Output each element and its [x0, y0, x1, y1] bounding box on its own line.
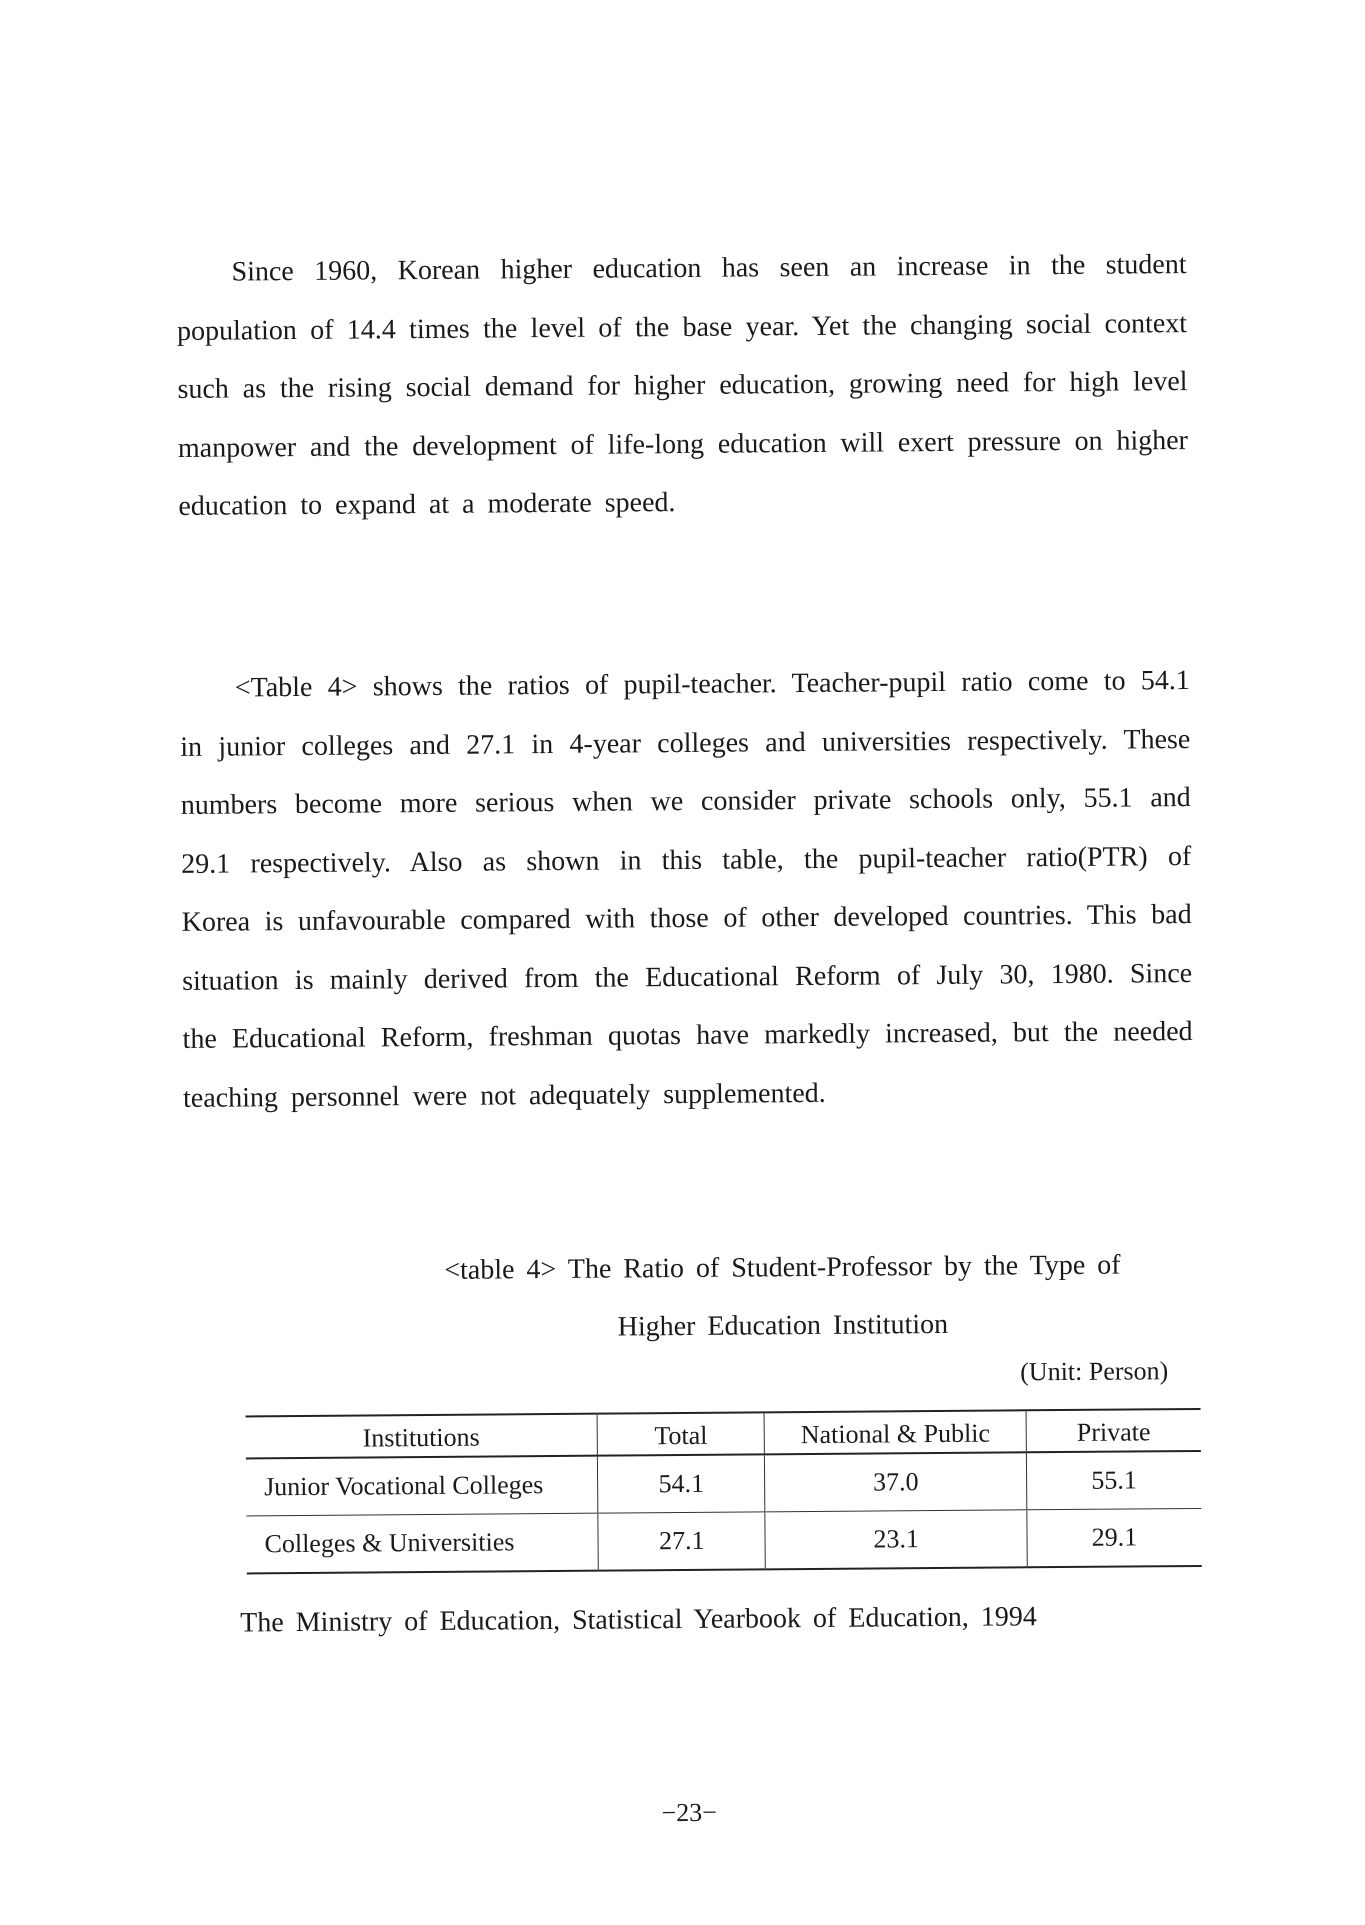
- header-institutions: Institutions: [246, 1414, 598, 1459]
- body-paragraph-2: [180, 652, 1194, 1128]
- row-private: 55.1: [1026, 1451, 1201, 1510]
- row-total: 27.1: [598, 1512, 766, 1571]
- table-unit-note: (Unit: Person): [1020, 1356, 1168, 1387]
- table-header-row: [246, 1409, 1201, 1458]
- header-national-public: National & Public: [765, 1410, 1027, 1454]
- row-national-public: 23.1: [765, 1510, 1027, 1570]
- table-source: The Ministry of Education, Statistical Yearbook of Education, 1994: [240, 1601, 1037, 1639]
- header-total: Total: [597, 1412, 765, 1455]
- table-caption-line-1: <table 4> The Ratio of Student-Professor by the Type of: [372, 1236, 1192, 1300]
- row-institution: Colleges & Universities: [246, 1513, 598, 1573]
- row-total: 54.1: [597, 1454, 765, 1513]
- row-private: 29.1: [1027, 1508, 1202, 1567]
- table-row: [246, 1508, 1201, 1573]
- row-national-public: 37.0: [765, 1452, 1027, 1512]
- row-institution: Junior Vocational Colleges: [246, 1456, 598, 1516]
- table-row: [246, 1451, 1201, 1516]
- ratio-table: [246, 1408, 1202, 1574]
- table-caption: [372, 1236, 1193, 1358]
- body-paragraph-1: [176, 236, 1188, 536]
- header-private: Private: [1026, 1409, 1201, 1452]
- paragraph-2-text: <Table 4> shows the ratios of pupil-teacher. Teacher-pupil ratio come to 54.1 in junior colleges and 27.1 in 4-year colleges and universities respectively. These numbers become more serious when we consider private schools only, 55.1 and 29.1 respectively. Also as shown in this table, the pupil-teacher ratio(PTR) of Korea is unfavourable compared with those of other developed countries. This bad situation is mainly derived from the Educational Reform of July 30, 1980. Since the Educational Reform, freshman quotas have markedly increased, but the needed teaching personnel were not adequately supplemented.: [180, 665, 1193, 1113]
- table-caption-line-2: Higher Education Institution: [373, 1294, 1193, 1358]
- page-number: −23−: [7, 1793, 1365, 1834]
- paragraph-1-text: Since 1960, Korean higher education has seen an increase in the student population of 14.4 times the level of the base year. Yet the changing social context such as the rising social demand for higher education, growing need for high level manpower and the development of life-long education will exert pressure on higher education to expand at a moderate speed.: [177, 249, 1188, 522]
